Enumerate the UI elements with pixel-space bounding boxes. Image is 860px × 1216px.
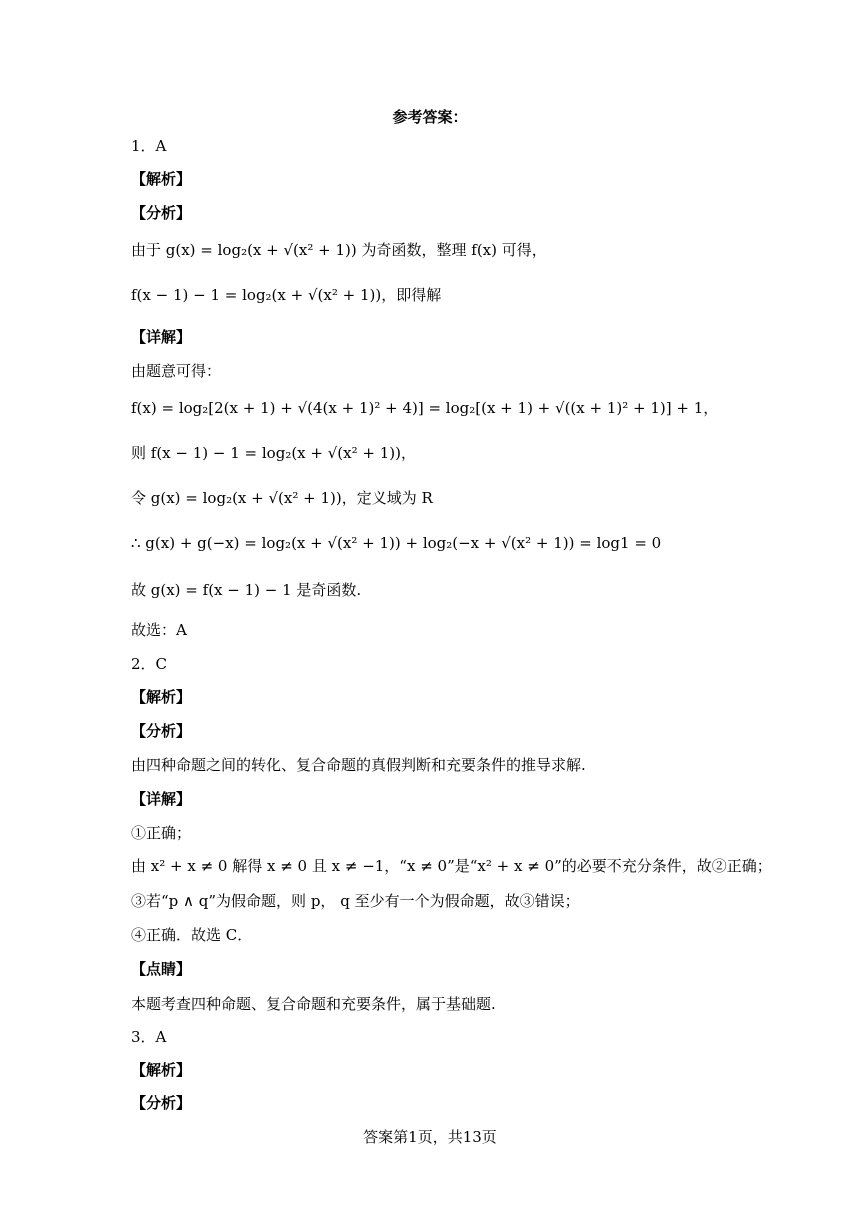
text-line: ①正确； <box>131 824 192 842</box>
section-heading: 【详解】 <box>131 790 192 808</box>
text-line: f(x) = log₂[2(x + 1) + √(4(x + 1)² + 4)] = log₂[(x + 1) + √((x + 1)² + 1)] + 1， <box>131 399 719 417</box>
text-line: 3．A <box>131 1028 167 1046</box>
text-line: ③若“p ∧ q”为假命题，则 p， q 至少有一个为假命题，故③错误； <box>131 892 580 910</box>
section-heading: 【分析】 <box>131 1094 192 1112</box>
section-heading: 【详解】 <box>131 328 192 346</box>
text-line: 2．C <box>131 655 168 673</box>
page-title: 参考答案： <box>392 108 468 126</box>
text-line: ∴ g(x) + g(−x) = log₂(x + √(x² + 1)) + log₂(−x + √(x² + 1)) = log1 = 0 <box>131 534 662 552</box>
section-heading: 【解析】 <box>131 170 192 188</box>
text-line: 由四种命题之间的转化、复合命题的真假判断和充要条件的推导求解. <box>131 756 586 774</box>
section-heading: 【解析】 <box>131 688 192 706</box>
text-line: 故 g(x) = f(x − 1) − 1 是奇函数. <box>131 581 362 599</box>
section-heading: 【分析】 <box>131 204 192 222</box>
text-line: 由 x² + x ≠ 0 解得 x ≠ 0 且 x ≠ −1，“x ≠ 0”是“x² + x ≠ 0”的必要不充分条件，故②正确； <box>131 857 772 875</box>
section-heading: 【解析】 <box>131 1061 192 1079</box>
section-heading: 【分析】 <box>131 722 192 740</box>
section-heading: 【点睛】 <box>131 960 192 978</box>
text-line: 由于 g(x) = log₂(x + √(x² + 1)) 为奇函数，整理 f(x) 可得， <box>131 241 547 259</box>
page-footer: 答案第1页，共13页 <box>363 1128 497 1146</box>
text-line: 故选：A <box>131 621 187 639</box>
text-line: ④正确．故选 C． <box>131 926 253 944</box>
text-line: f(x − 1) − 1 = log₂(x + √(x² + 1))，即得解 <box>131 286 442 304</box>
text-line: 则 f(x − 1) − 1 = log₂(x + √(x² + 1))， <box>131 444 416 462</box>
text-line: 本题考查四种命题、复合命题和充要条件，属于基础题. <box>131 995 496 1013</box>
text-line: 令 g(x) = log₂(x + √(x² + 1))，定义域为 R <box>131 489 433 507</box>
text-line: 1．A <box>131 137 167 155</box>
text-line: 由题意可得： <box>131 362 222 380</box>
